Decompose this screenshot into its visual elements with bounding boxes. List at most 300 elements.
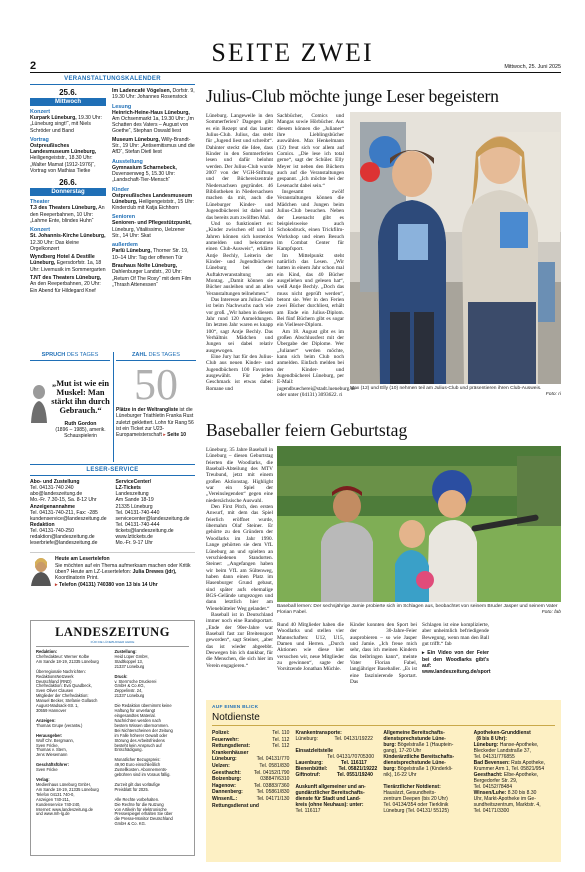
info-line-bold: Redaktion [30,521,55,528]
info-line-text: Tel. 04131/70705300 [295,754,375,760]
info-line-text: kundenservice@landeszeitung.de [30,515,107,522]
info-line-text: Die Rechte für die Nutzung [114,801,164,807]
info-line-text: Mitglieder der Chefredaktion: [36,693,89,699]
notdienst-value: Tel. 112 [272,736,290,743]
info-line-text: redaktion@landeszeitung.de [30,534,95,541]
notdienst-value: Tel. 04131/770 [256,756,290,763]
info-line-text: Die Redaktion übernimmt keine [114,703,172,709]
phone-number: Telefon (04131) 740380 von 13 bis 14 Uhr [58,581,158,588]
calendar-event-text: An den Reeperbahnen, 10 Uhr: „Lahme Ente, blindes Huhn“ [30,205,105,224]
info-line [295,736,377,742]
calendar-event [30,115,106,134]
baseball-caption-box [277,604,561,616]
arrow-right-icon: ▸ [163,432,166,439]
calendar-event-venue: Museum Lüneburg, [112,136,160,143]
calendar-event-text: 12.30 Uhr: Das kleine Orgelkonzert [30,239,79,252]
info-line-text: Mo.-Fr. 9-17 Uhr [115,540,153,547]
info-line [36,812,111,817]
article-paragraph: Lüneburg. 35 Jahre Baseball in Lüneburg – diesen Geburtstag feierten die Woodlarks, die Baseball-Abteilung des MTV Treubund, jetzt mit einem großen Aktionstag. Highlight war ein Spiel der „Vereinslegenden“ gegen eine niedersächsische Auswahl. [206,447,273,504]
phone-person-icon [30,556,52,586]
quote-author-info: (1896 – 1985), amerik. Schauspielerin [55,427,106,439]
calendar-event-venue: Ostpreußisches Landesmuseum Lüneburg, [112,192,193,205]
article2-col2: Rund 40 Mitglieder haben die Woodlarks und stellen vier Mannschaften: U12, U15, Damen und Herren. „Durch Aktionen wie diese hier versuchen wir, neue Mitglieder zu gewinnen“, sagte der Vorsitzende Jonathan Müchle. [277,622,344,673]
baseball-photo [277,446,561,602]
info-line-bold: ServiceCenter/ [115,479,152,485]
info-line-bold: dienstsprechstunde Lüne- [383,736,446,742]
calendar-event-text: 19.30 Uhr: „Lüneburg singt!“, mit Niels Schröder und Band [30,115,102,134]
article-paragraph: Im Mittelpunkt steht natürlich das Lesen. „Wir hatten in einem Jahr schon mal ein Kind, das 40 Bücher ausgeliehen und gelesen hat“, weiß Antje Bechly. „Doch das muss nicht geprüft werden“, betont sie. Wer in den Ferien zwei Bücher durchliest, erhält am Ende ein Julius-Diplom. Bei fünf Büchern gibt es sogar ein Vielleser-Diplom. [277,252,344,329]
notdienst-row [212,743,289,750]
info-line-text: 30559 Hannover [36,708,67,714]
service-right [116,479,196,546]
info-line-bold: dienstsprechstunde Lüne- [383,760,446,766]
info-line-text: gang), 17-20 Uhr [383,748,422,754]
article-paragraph: Und so funktioniert es: „Kinder zwischen elf und 14 Jahren können sich kostenlos anmelden und bekommen einen Club-Ausweis“, erklärte Antje Bechly, Leiterin der Kinder- und Jugendbücherei Lüneburg bei der Auftaktveranstaltung am Montag. „Damit können sie Bücher ausleihen und an allen Veranstaltungen teilnehmen.“ [206,220,273,297]
article-paragraph: Eine Jury hat für den Julius-Club aus neuen Kinder- und Jugendbüchern 100 Favoriten ausgewählt. Für jeden Geschmack ist etwas dabei: Romane und [206,354,273,392]
info-line-text: v. Stern'sche Druckerei [114,678,157,684]
issue-date: Mittwoch, 25. Juni 2025 [504,64,561,70]
article1-col2 [277,113,356,417]
notdienst-row [212,776,289,783]
info-line-text: Sven Fricke, [36,742,59,748]
calendar-event-venue: Heinrich-Heine-Haus Lüneburg, [112,109,190,116]
phone-text: Sie möchten auf ein Thema aufmerksam machen oder Kritik üben? Heute am LZ-Lesertelefon: [55,562,191,575]
notdienst-key: Geesthacht: [212,769,241,776]
notdienst-col2 [295,730,377,814]
phone-person: Julia Drewes (jdr), [132,568,177,575]
info-line-text: Chefredaktion: Eva Quadbeck, [36,683,92,689]
calendar-event [112,88,195,101]
quote-text: „Mut ist wie ein Muskel: Man stärkt ihn durch Gebrauch.“ [51,379,110,415]
info-line-text: Tel. 04131-740 240 [30,485,74,492]
notdienst-key: Polizei: [212,730,230,736]
calendar-event-venue: Wyndberg Hotel & Destille Lüneburg, [30,254,95,267]
info-line-text: Kundenservice 740-240, [36,801,81,807]
service-left [30,479,110,546]
notdienst-key: Winsen/L.: [212,795,238,802]
article1-col1 [206,113,273,417]
quote-box [30,352,110,462]
info-line-bold: (8 bis 8 Uhr): [473,736,507,742]
info-line-text: servicecenter@landeszeitung.de [115,515,190,522]
calendar-event-text: Dahlenburger Landstr., 20 Uhr: „Return Of The Roxy“ mit dem Film „Thrash Attenessen“ [112,269,192,288]
info-line-text: www.lztickets.de [115,534,153,541]
article1-caption: Max (12) und Elly (10) nehmen teil am Julius-Club und präsentieren ihren Club-Ausweis. [350,386,542,391]
notdienst-key: Uelzen: [212,762,230,769]
calendar-events-day2 [30,199,106,294]
section-title: SEITE ZWEI [211,38,374,67]
calendar-event [112,248,195,261]
info-line-bold: Einsatzleitstelle [295,748,333,754]
info-line-text: Pressespiegel erhalten Sie über [114,811,173,817]
calendar-event [30,254,106,273]
info-line-text: 21337 Lüneburg [114,663,145,669]
service-heading: LESER-SERVICE [30,464,195,476]
info-line-text: Elbe-Apotheke, [502,772,539,778]
info-line-bold: Giftnotruf: Tel. 0551/19240 [295,772,373,778]
calendar-event [112,137,195,156]
info-line-bold: Zustellung: [114,649,137,654]
info-line-text: Tel. 04131-740-440 [115,509,160,516]
article2-col1 [206,447,273,687]
info-line-text: Manuel Becker, Stefanie Gollasch [36,698,98,704]
article-paragraph: Baseball ist in Deutschland immer noch eine Randsportart. „Ende der 90er-Jahre war Baseball fast zur Breitensport geworden“, sagt Steiner, „aber das ist wieder abgeebbt. Deswegen bin ich dankbar, für die Menschen, die sich hier im Verein engagieren.“ [206,611,273,669]
info-line-text: Stadtkoppel 13, [114,658,143,664]
info-line-bold: dienste für Stadt und Land- [295,796,361,802]
info-line-text: tickets@landeszeitung.de [115,528,174,534]
quote-label-a: SPRUCH [41,352,66,358]
info-line-text: Zustellkosten. Abonnements- [114,767,168,773]
article1-headline: Julius-Club möchte junge Leser begeistern [206,86,499,106]
calendar-event-text: Willy-Brandt-Str., 19 Uhr: „Antisemitismus und die AfD“, Stefan Dietl liest [112,136,195,156]
reader-service [30,464,195,588]
info-line-text: Bleckeder Landstraße 37, [473,748,531,754]
calendar-event-venue: Brauhaus Nolte Lüneburg, [112,262,178,269]
info-line-text: eingesandtes Material. [114,712,156,718]
notdienst-key: Rettungsdienst: [212,743,251,750]
notdienst-row [212,763,289,770]
calendar-event [30,275,106,294]
info-line [295,772,377,778]
info-line-text: Bei Nichterscheinen der Zeitung [114,727,173,733]
notdienst-value: Tel. 110 [272,730,290,736]
number-text-bold: Plätze in der Weltrangliste [116,407,179,413]
info-line-text: Nachrichten werden nach [114,717,161,723]
info-line-text: Rats Apotheke, [509,760,546,766]
info-line-text: 21337 Lüneburg [114,693,145,699]
notdienst-key: Lüneburg: [212,756,237,763]
notdienst-row [212,803,289,810]
info-line-text: GmbH & Co.KG, [114,683,145,689]
info-line-text: Jens Wiesemann [36,752,68,758]
info-line-text: Alle Rechte vorbehalten. [114,796,160,802]
info-line-text: Am Sande 18-19, 21335 Lüneburg [36,658,99,664]
info-line-bold: Redaktion: [36,649,58,654]
info-line-text: Hanse-Apotheke, [498,742,539,748]
notdienst-col3 [383,730,467,814]
julius-club-caption [350,386,561,398]
info-line-bold: Tierärztlicher Notdienst: [383,784,441,790]
calendar-category: Ausstellung [112,158,143,165]
calendar-event-text: An den Reeperbahnen, 20 Uhr: Ein Abend für Hildegard Knef [30,281,101,294]
info-line-text: Hausärzt, Gesundheits- [383,790,436,796]
notdienst-value: Tel. 03883/7360 [253,782,290,789]
info-line-text: Bögelstraße 1 (Hauptein- [396,742,454,748]
info-line-text: Heid Lüper GmbH, [114,653,149,659]
notdienst-key: Feuerwehr: [212,736,239,743]
impressum-col1 [36,650,111,827]
calendar-event [112,263,195,288]
info-line-bold: Druck: [114,673,128,679]
info-line-text: zentrum Deepen (bis 20 Uhr) [383,796,448,802]
notdienst-value: Tel. 05861/830 [256,789,290,796]
info-line-text: Am Sande 18-19 [115,497,154,504]
calendar-category: Lesung [112,103,132,110]
notdienst-value: 038847/6310 [260,776,290,783]
notdienst-key: Hagenow: [212,782,236,789]
calendar-day2-date: 26.6. [59,178,77,188]
calendar-event-text: Duvensenweg 5, 15.30 Uhr: „Landschaft-Tier-Mensch“ [112,170,176,184]
info-line-bold: Kinderärztliche Bereitschafts- [383,754,455,760]
calendar-event [112,165,195,184]
notdienst-key: Krankenhäuser [212,749,249,756]
phone-role: Koordinatorin Print. [55,575,99,582]
notdienst-value: Tel. 0581/830 [259,762,290,769]
info-line-bold: burg: [383,742,397,748]
info-line-text: nik), 16-22 Uhr [383,772,417,778]
info-line-text: Tel. 04131-740-444 [115,521,160,528]
calendar-event-text: Dorfstr. 9, 19.30 Uhr: Johannes Rosenstock [112,88,195,101]
info-line-text: Internet: www.landeszeitung.de [36,806,93,812]
info-line-bold: gundärztlicher Bereitschafts- [295,790,365,796]
info-line [30,540,110,546]
notdienst-row [212,756,289,763]
impressum [30,620,195,856]
calendar-heading: VERANSTALTUNGSKALENDER [30,76,195,85]
info-line-text: Tel. 04152/78484 [473,784,512,790]
notdienst-row [212,770,289,777]
article2-col4-text: Schlagen ist eine komplizierte, aber unheimlich befriedigende Bewegung, wenn man den Ball gut trifft.“ fab [422,622,489,648]
info-line-text: Thomas v. Stern, [36,747,67,753]
info-line-text: Sven Oliver Clausen [36,688,74,694]
info-line-text: Sven Fricke [36,767,58,773]
calendar-event-text: Am Ochsenmarkt 1a, 19.30 Uhr: „Im Schatten des Vaters – August von Goethe“, Stephan Oswald liest [112,115,194,135]
info-line-text: bestem Wissen übernommen. [114,722,169,728]
number-label-b: DES TAGES [146,352,180,358]
masthead-rule [30,72,561,73]
notdienst-key: Boizenburg: [212,776,242,783]
info-line-text: und www.mh-lg.de [36,811,70,817]
impressum-col2 [115,650,190,827]
info-line-bold: Anzeigen: [36,717,56,723]
article2-col3: Kinder konnten den Sport bei der 30-Jahre-Feier ausprobieren – so wie Jasper und Jamie. „Ich freue mich sehr, dass ich meinen Kindern das beibringen kann“, meinte Vater Florian Fabel, langjähriger Baseballer. „Es ist eine faszinierende Sportart. Das [350,622,417,686]
info-line-text: RedaktionsNetzwerk [36,673,74,679]
info-line-text: Bergedorfer Str. 29, [473,778,518,784]
info-line-text: Uhr, Markt-Apotheke im Ge- [473,796,536,802]
info-line-text: von Artikeln für elektronische [114,806,167,812]
calendar-category: Senioren [112,214,136,221]
calendar-event-venue: T.3 des Theaters Lüneburg, [30,205,98,212]
info-line-text: 21335 Lüneburg [115,503,153,510]
info-line-text: Tel. 04131/776855 [473,754,515,760]
article-paragraph: Den First Pitch, den ersten Anwurf, mit dem das Spiel feierlich eröffnet wurde, übernahm Olaf Steiner. Er gehörte zu den Gründern der Woodlarks im Jahr 1990. Lange gehörten sie dem VfL Lüneburg an und spielten an verschiedenen Standorten. Steiner: „Angefangen haben wir beim VfL am Sültenweg, haben dann einen Platz im Hasenburger Grund gebaut, sind später aufs ehemalige BGS-Gelände umgezogen und dann letztlich hier am Wienebütteler Weg gelandet.“ [206,504,273,612]
calendar-event [30,143,106,174]
calendar-event [112,220,195,239]
calendar-day1-name: Mittwoch [30,98,106,106]
column-divider [113,352,114,462]
notdienst-row [212,789,289,796]
article-paragraph: Insgesamt zwölf Veranstaltungen können die Mädchen und Jungen beim Julius-Club besuchen. Neben der Lesenacht gibt es beispielsweise auch Schokodruck, einen Trickfilm-Workshop und einen Besuch im Combat Center für Kampfsport. [277,189,344,253]
info-line-bold: Apotheken-Grunddienst [473,730,531,736]
article1-credit: Foto: ri [545,392,561,397]
article-paragraph: Das Interesse am Julius-Club ist beim Nachwuchs nach wie vor groß. „Wir haben in diesem Jahr rund 120 Anmeldungen. Im letzten Jahr waren es knapp 100“, sagt Antje Bechly. Das Verhältnis Mädchen und Jungen sei dabei relativ ausgewogen. [206,296,273,354]
info-line-text: leserbriefe@landeszeitung.de [30,540,98,547]
info-line-text: Thomas Grupe (verantw.) [36,722,83,728]
calendar-event-venue: Senioren- und Pflegestützpunkt, [112,220,192,227]
info-line-text: Preisblatt für 2025. [114,786,149,792]
info-line-bold: Auskunft allgemeiner und an- [295,784,366,790]
article2-headline: Baseballer feiern Geburtstag [206,420,408,440]
article2-video-link[interactable]: ▸ Ein Video von der Feier bei den Woodlarks gibt’s auf: www.landeszeitung.de/sport [422,650,491,676]
notdienst-row [212,737,289,744]
info-line-text: Chefredakteur: Werner Kolbe [36,653,90,659]
info-line-text: Telefon 04131 740-0, [36,791,75,797]
info-line-text: Bögelstraße 1 (Kinderkli- [396,766,453,772]
article-paragraph: Lüneburg. Langeweile in den Sommerferien? Dagegen gibt es ein Rezept und das lautet: Julius-Club. Julius, das steht für „Jugend liest und schreibt“. Dahinter steckt die Idee, dass Kinder in den Sommerferien lesen und dafür belohnt werden. Der Julius-Club wurde 2007 von der VGH-Stiftung und der Büchereizentrale Niedersachsen gegründet. 46 Bibliotheken in Niedersachsen machen da mit, auch die Lüneburger Kinder- und Jugendbücherei ist dabei und das bereits zum zwölften Mal. [206,113,273,221]
info-line [295,808,377,814]
calendar-event-text: Lüneburg, Vitaliissimo, Uelzener Str., 14 Uhr: Skat [112,226,185,240]
calendar-event-venue: T.NT des Theaters Lüneburg, [30,275,102,282]
calendar-category: Konzert [30,227,51,234]
calendar-events-right [112,88,195,296]
info-line-text: Zurzeit gilt das vorläufige [114,781,161,787]
calendar-category: außerdem [112,242,138,249]
calendar-event-text: Heiligengeiststr., 18.30 Uhr: „Walter Mamat (1912-1976)“, Vortrag von Mathias Tietke [30,155,96,175]
calendar-event [30,233,106,252]
calendar-category: Kinder [112,186,130,193]
newspaper-logo: LANDESZEITUNG [55,625,170,639]
calendar-day1-date: 25.6. [59,88,77,97]
quote-portrait [30,383,48,423]
info-line-text: im Falle höherer Gewalt oder [114,732,168,738]
calendar-event [112,193,195,212]
info-line-text: Medienhaus Lüneburg GmbH, [36,781,91,787]
info-line-text: Monatlicher Bezugspreis: [114,757,161,763]
info-line-text: Überregionale Nachrichten: [36,668,86,674]
calendar-event-venue: Im Ladencafé Vögelsen, [112,88,172,94]
info-line-text: Krummer Arm 1, Tel. 05821/954 [473,766,545,772]
number-value: 50 [134,360,178,409]
info-line [474,808,555,814]
info-line-bold: Verlag: [36,776,50,782]
calendar-day2-name: Donnerstag [30,188,106,196]
info-line-bold: Geesthacht: [473,772,503,778]
info-line-text: 8.30 bis 8.30 [506,790,537,796]
info-line [115,822,190,827]
info-line-text: August-Madsack-Str. 1, [36,703,79,709]
quote-label-b: DES TAGES [65,352,99,358]
calendar-event-venue: Kurpark Lüneburg, [30,115,77,121]
info-line-bold: Winsen/Luhe: [473,790,507,796]
arrow-right-icon: ▸ [55,581,58,588]
julius-club-photo [350,112,561,384]
info-line-text: Zeppelinstr. 24, [114,688,143,694]
info-line-text: Mo.-Fr. 7.30-15, Sa. 8-12 Uhr [30,497,97,504]
info-line-bold: Anzeigenannahme [30,503,76,510]
info-line-text: gebühren sind im Voraus fällig. [114,772,171,778]
notdienst-row [212,750,289,757]
info-line-text: Tel. 04171/3300 [473,808,510,814]
number-ref: Seite 10 [167,432,187,439]
article2-caption: Baseball lernen: Der sechsjährige Jamie probierte sich im Schlagen aus, beobachtet von seinem Bruder Jasper und seinem Vater Florian Fabel. [277,604,558,615]
info-line-text: abo@landeszeitung.de [30,491,83,498]
phone-title: Heute am Lesertelefon [55,556,110,563]
info-line-text: Haftung für unverlangt [114,708,156,714]
calendar-event-venue: St. Johannis-Kirche Lüneburg, [30,233,106,240]
info-line-text: Deutschland (RND) [36,678,72,684]
article-paragraph: Am 18. August gibt es im großen Abschlussfest mit der Übergabe der Diplome. Wer „Julianer“ werden möchte, kann sich beim Club noch anmelden. Einfach melden bei der Kinder- und Jugendbücherei Lüneburg, per E-Mail: jugendbuecherei@stadt.lueneburg.de oder unter (04131) 3093622. ri [277,328,356,399]
notdienst-col4 [474,730,555,814]
info-line-bold: Lauenburg: Tel. 116117 [295,760,367,766]
number-box [116,352,196,462]
calendar-category: Konzert [30,109,51,115]
article-paragraph: Sachbücher, Comics und Mangas sowie Hörbücher. Aus diesem können die „Julianer“ ihre Lieblingsbücher auswählen. Max Henkelmann (12) freut sich vor allem auf Comics. „Die lese ich total gerne“, sagt der Schüler. Elly Meyer ist neben den Büchern auch auf die Veranstaltungen gespannt. „Ich möchte bei der Lesenacht dabei sein.“ [277,113,344,189]
page-number: 2 [30,60,37,72]
info-line-text: Anzeigen 740-211, [36,796,71,802]
number-label-a: ZAHL [132,352,147,358]
info-line-text: GmbH & Co. KG. [114,821,146,827]
calendar-event-text: Heiligengeiststr., 15 Uhr: Kinderclub mit Katja Eichhorn [112,198,195,212]
info-line-text: Lüneburg (Tel. 04131/ 55125) [383,808,449,814]
info-line-text: die Presse-Monitor Deutschland [114,816,173,822]
notdienst-key: Rettungsdienst und [212,802,259,809]
calendar-event-venue: Parlü Lüneburg, [112,248,152,255]
info-line-bold: Allgemeine Bereitschafts- [383,730,445,736]
notdienst-row [212,730,289,737]
notdienst-col1 [212,730,289,814]
notdienst-value: Tel. 04171/130 [256,795,290,802]
notdienst-row [212,783,289,790]
info-line-text: 49,90 Euro einschließlich [114,762,161,768]
notdienst-title: Notdienste [212,712,555,726]
notdienst-key: Dannenberg: [212,789,243,796]
info-line-bold: Herausgeber: [36,732,63,738]
info-line-bold: Lüneburg: [473,742,499,748]
notdienst-value: Tel. 112 [272,743,290,750]
notdienst-row [212,796,289,803]
info-line-bold: kreis (ohne Neuhaus): unter: [295,802,364,808]
number-text: ist die Lüneburger Triathletin Franka Rust zuletzt geklettert. Lohn für Rang 56 ist ein Ticket zur U23-Europameisterschaft [116,407,194,439]
info-line-bold: Bad Bevensen: [473,760,510,766]
calendar-event-text: Egersdorfstr. 1a, 18 Uhr: Livemusik im Sommergarten [30,260,106,273]
info-line [116,540,196,546]
info-line-text: Am Sande 18-19, 21335 Lüneburg [36,786,99,792]
info-line-bold: Abo- und Zustellung [30,479,80,485]
info-line-text: Tel. 04134/354 oder Tierklinik [383,802,449,808]
calendar-event-venue: Gymnasium Scharnebeck, [112,164,177,171]
info-line-bold: burg: [383,766,397,772]
event-calendar [30,76,195,348]
notdienst-box [206,700,561,862]
info-line [383,808,467,814]
info-line-text: sundheitszentrum, Marktstr. 4, [473,802,541,808]
info-line-text: Landeszeitung [115,491,149,498]
info-line-text: Wolf Chr. Bergmann, [36,737,74,743]
info-line-text: Tel. 04131-740-250 [30,528,74,534]
info-line-text: Lüneburg: Tel. 04131/19222 [295,736,373,742]
newspaper-logo-sub: FÜR DIE LÜNEBURGER HEIDE [36,640,189,647]
info-line-text: Tel. 116117 [295,808,321,814]
quote-author: Ruth Gordon [64,421,97,427]
calendar-event-venue: Ostpreußisches Landesmuseum Lüneburg, [30,142,97,156]
calendar-category: Vortrag [30,136,49,143]
info-line-text: Tel. 04131-740-211, Fax: -285 [30,509,98,516]
article2-col4 [422,622,489,687]
calendar-event-text: Thorner Str. 19, 10–14 Uhr: Tag der offenen Tür [112,248,189,261]
info-line-text: Entschädigung. [114,747,143,753]
info-line-bold: Geschäftsführer: [36,762,69,768]
info-line-text: Störung des Arbeitsfriedens [114,737,165,743]
calendar-category: Theater [30,199,50,206]
article2-credit: Foto: fab [541,610,561,615]
info-line-bold: Bienenbüttel: Tel. 05821/19222 [295,766,378,772]
calendar-event [112,110,195,135]
calendar-event [30,205,106,224]
info-line-bold: LZ-Tickets [115,485,141,492]
calendar-events-day1 [30,109,106,174]
notdienst-value: Tel. 04152/1790 [253,769,290,776]
notdienst-tag: AUF EINEN BLICK [212,705,259,710]
